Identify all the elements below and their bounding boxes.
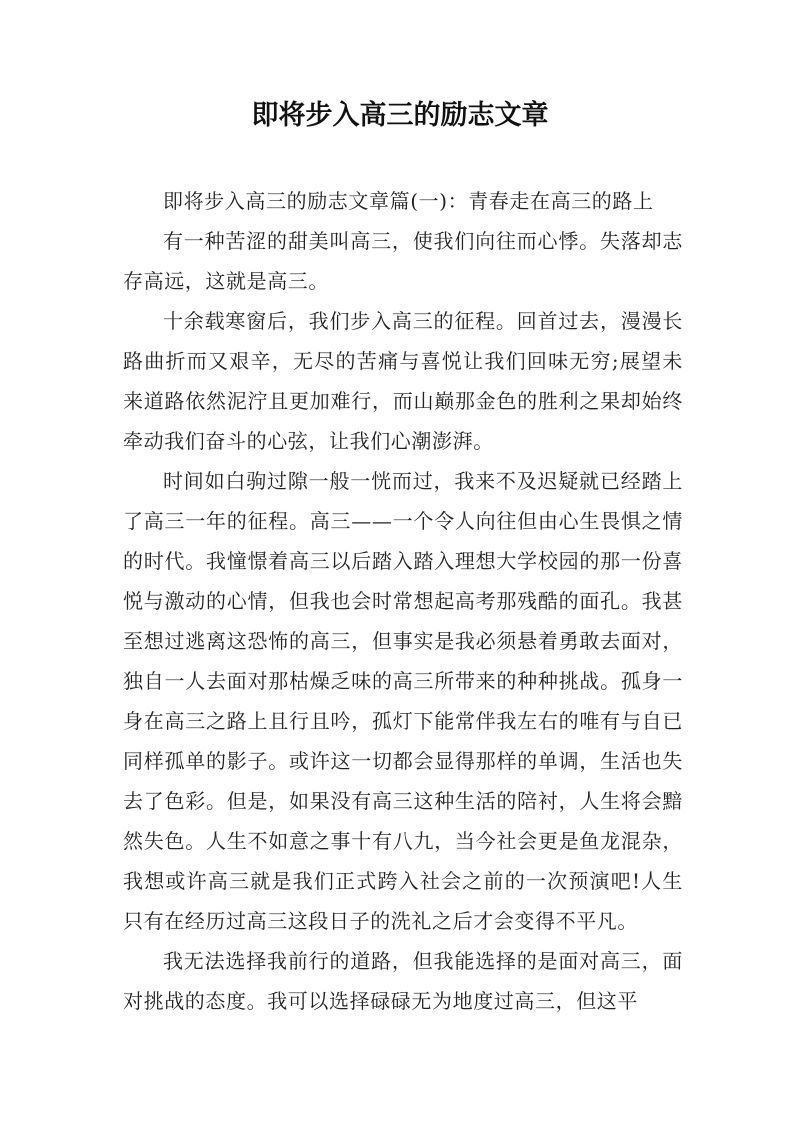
- paragraph: 我无法选择我前行的道路，但我能选择的是面对高三，面对挑战的态度。我可以选择碌碌无为地度过高三，但这平: [123, 949, 683, 1013]
- paragraph: 时间如白驹过隙一般一恍而过，我来不及迟疑就已经踏上了高三一年的征程。高三——一个令人向往但由心生畏惧之情的时代。我憧憬着高三以后踏入踏入理想大学校园的那一份喜悦与激动的心情，但我也会时常想起高考那残酷的面孔。我甚至想过逃离这恐怖的高三，但事实是我必须悬着勇敢去面对，独自一人去面对那枯燥乏味的高三所带来的种种挑战。孤身一身在高三之路上且行且吟，孤灯下能常伴我左右的唯有与自已同样孤单的影子。或许这一切都会显得那样的单调，生活也失去了色彩。但是，如果没有高三这种生活的陪衬，人生将会黯然失色。人生不如意之事十有八九，当今社会更是鱼龙混杂，我想或许高三就是我们正式跨入社会之前的一次预演吧!人生只有在经历过高三这段日子的洗礼之后才会变得不平凡。: [123, 469, 683, 933]
- paragraph: 十余载寒窗后，我们步入高三的征程。回首过去，漫漫长路曲折而又艰辛，无尽的苦痛与喜悦让我们回味无穷;展望未来道路依然泥泞且更加难行，而山巅那金色的胜利之果却始终牵动我们奋斗的心弦，让我们心潮澎湃。: [123, 309, 683, 453]
- paragraph-heading-line: 即将步入高三的励志文章篇(一)：青春走在高三的路上: [163, 189, 654, 213]
- paragraph: 有一种苦涩的甜美叫高三，使我们向往而心悸。失落却志存高远，这就是高三。: [123, 229, 683, 293]
- document-title: 即将步入高三的励志文章: [251, 100, 549, 131]
- document-body: [123, 181, 683, 1021]
